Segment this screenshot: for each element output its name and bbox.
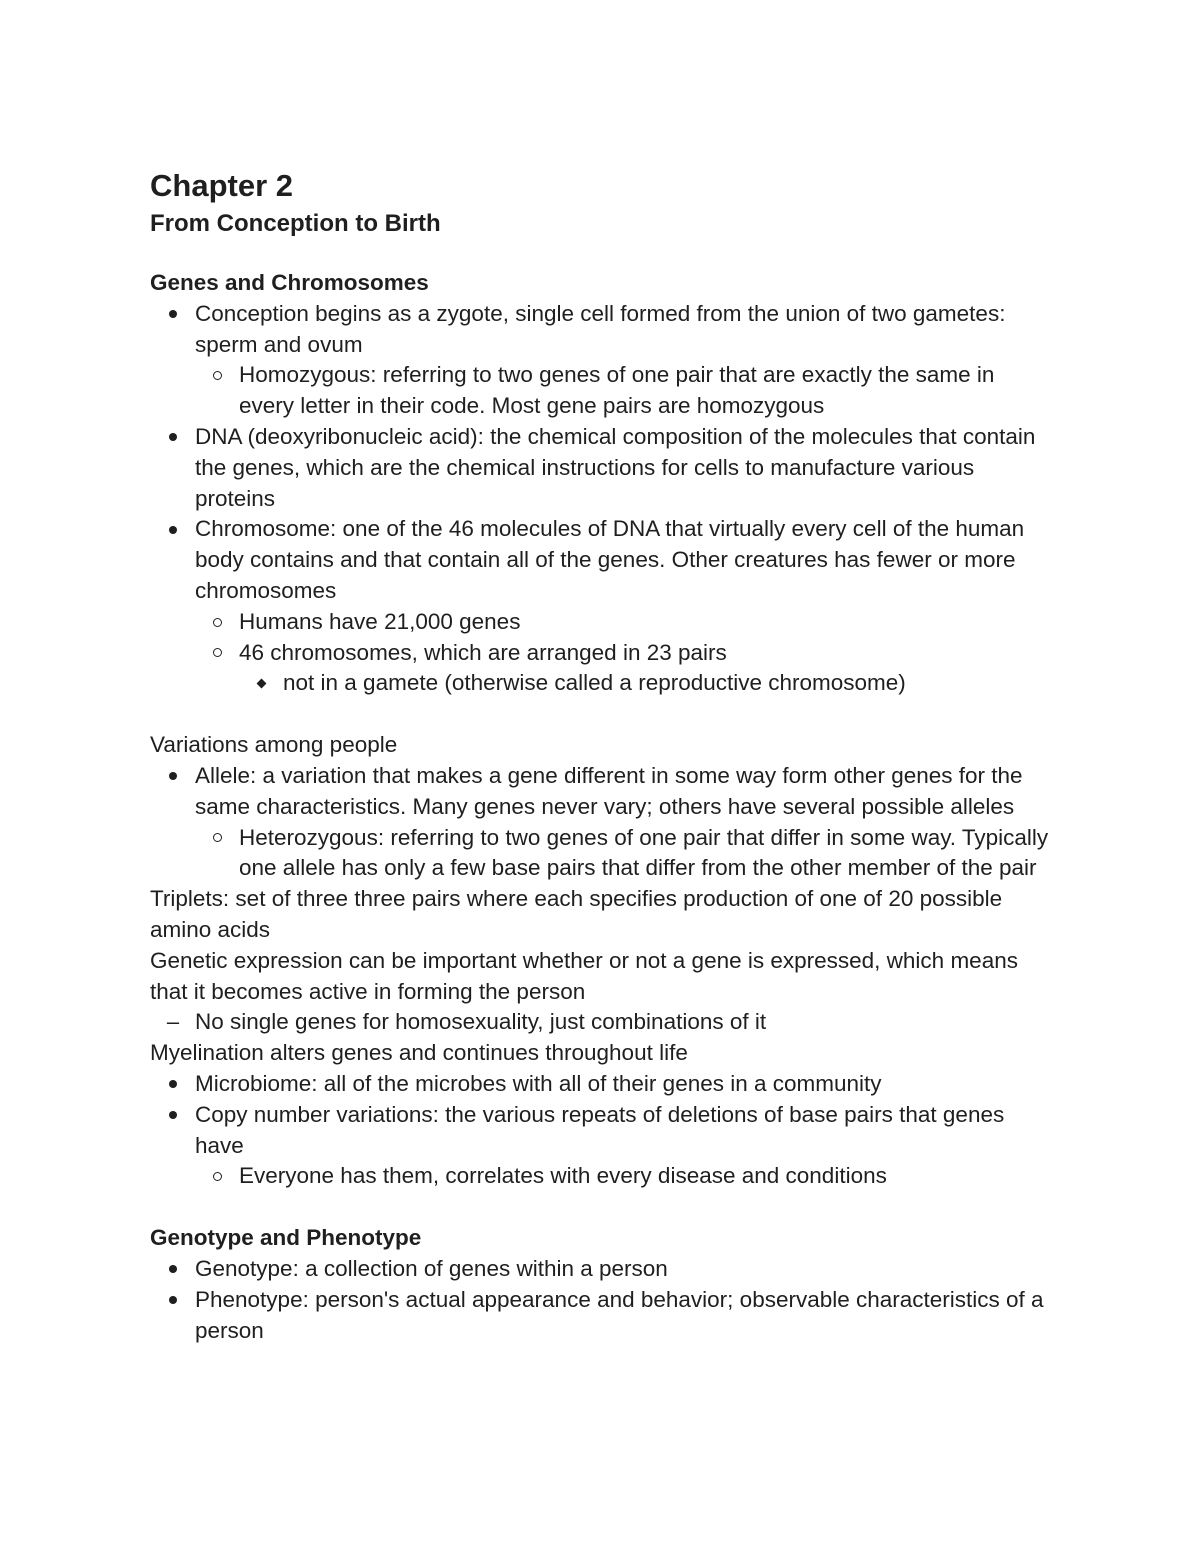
bullet-icon: [169, 1111, 177, 1119]
list-item: Allele: a variation that makes a gene different in some way form other genes for the same characteristics. Many genes never vary; others have several possible alleles: [150, 761, 1050, 823]
circle-bullet-icon: [213, 833, 222, 842]
circle-bullet-icon: [213, 618, 222, 627]
bullet-icon: [169, 310, 177, 318]
list-item: Humans have 21,000 genes: [150, 607, 1050, 638]
list-item: Homozygous: referring to two genes of one pair that are exactly the same in every letter in their code. Most gene pairs are homozygous: [150, 360, 1050, 422]
bullet-icon: [169, 433, 177, 441]
section-heading-variations: Variations among people: [150, 732, 398, 758]
chapter-title: Chapter 2: [150, 168, 293, 203]
list-item: not in a gamete (otherwise called a reproductive chromosome): [150, 668, 1050, 699]
bullet-icon: [169, 772, 177, 780]
bullet-icon: [169, 1296, 177, 1304]
list-item: Chromosome: one of the 46 molecules of DNA that virtually every cell of the human body contains and that contain all of the genes. Other creatures has fewer or more chromosomes: [150, 514, 1050, 606]
circle-bullet-icon: [213, 371, 222, 380]
document-page: [150, 166, 1050, 1346]
list-item: Conception begins as a zygote, single cell formed from the union of two gametes: sperm and ovum: [150, 299, 1050, 361]
paragraph-genetic-expression: Genetic expression can be important whether or not a gene is expressed, which means that it becomes active in forming the person: [150, 947, 1018, 1004]
diamond-bullet-icon: [256, 679, 266, 689]
bullet-icon: [169, 1080, 177, 1088]
bullet-icon: [169, 526, 177, 534]
list-item: Everyone has them, correlates with every disease and conditions: [150, 1161, 1050, 1192]
paragraph-myelination: Myelination alters genes and continues throughout life: [150, 1040, 688, 1066]
list-item: 46 chromosomes, which are arranged in 23 pairs: [150, 638, 1050, 669]
list-item: Heterozygous: referring to two genes of one pair that differ in some way. Typically one allele has only a few base pairs that differ from the other member of the pair: [150, 823, 1050, 885]
dash-marker: –: [166, 1009, 180, 1035]
list-item: Copy number variations: the various repeats of deletions of base pairs that genes have: [150, 1100, 1050, 1162]
bullet-icon: [169, 1265, 177, 1273]
list-item: Genotype: a collection of genes within a person: [150, 1254, 1050, 1285]
paragraph-triplets: Triplets: set of three three pairs where each specifies production of one of 20 possible amino acids: [150, 886, 1003, 942]
circle-bullet-icon: [213, 648, 222, 657]
list-item: Microbiome: all of the microbes with all of their genes in a community: [150, 1069, 1050, 1100]
section-heading-genes: Genes and Chromosomes: [150, 270, 429, 295]
chapter-subtitle: From Conception to Birth: [150, 210, 441, 237]
list-item: – No single genes for homosexuality, just combinations of it: [150, 1007, 1050, 1038]
list-item: DNA (deoxyribonucleic acid): the chemical composition of the molecules that contain the genes, which are the chemical instructions for cells to manufacture various proteins: [150, 422, 1050, 514]
section-heading-genotype: Genotype and Phenotype: [150, 1225, 422, 1251]
list-item: Phenotype: person's actual appearance and behavior; observable characteristics of a person: [150, 1285, 1050, 1347]
circle-bullet-icon: [213, 1172, 222, 1181]
